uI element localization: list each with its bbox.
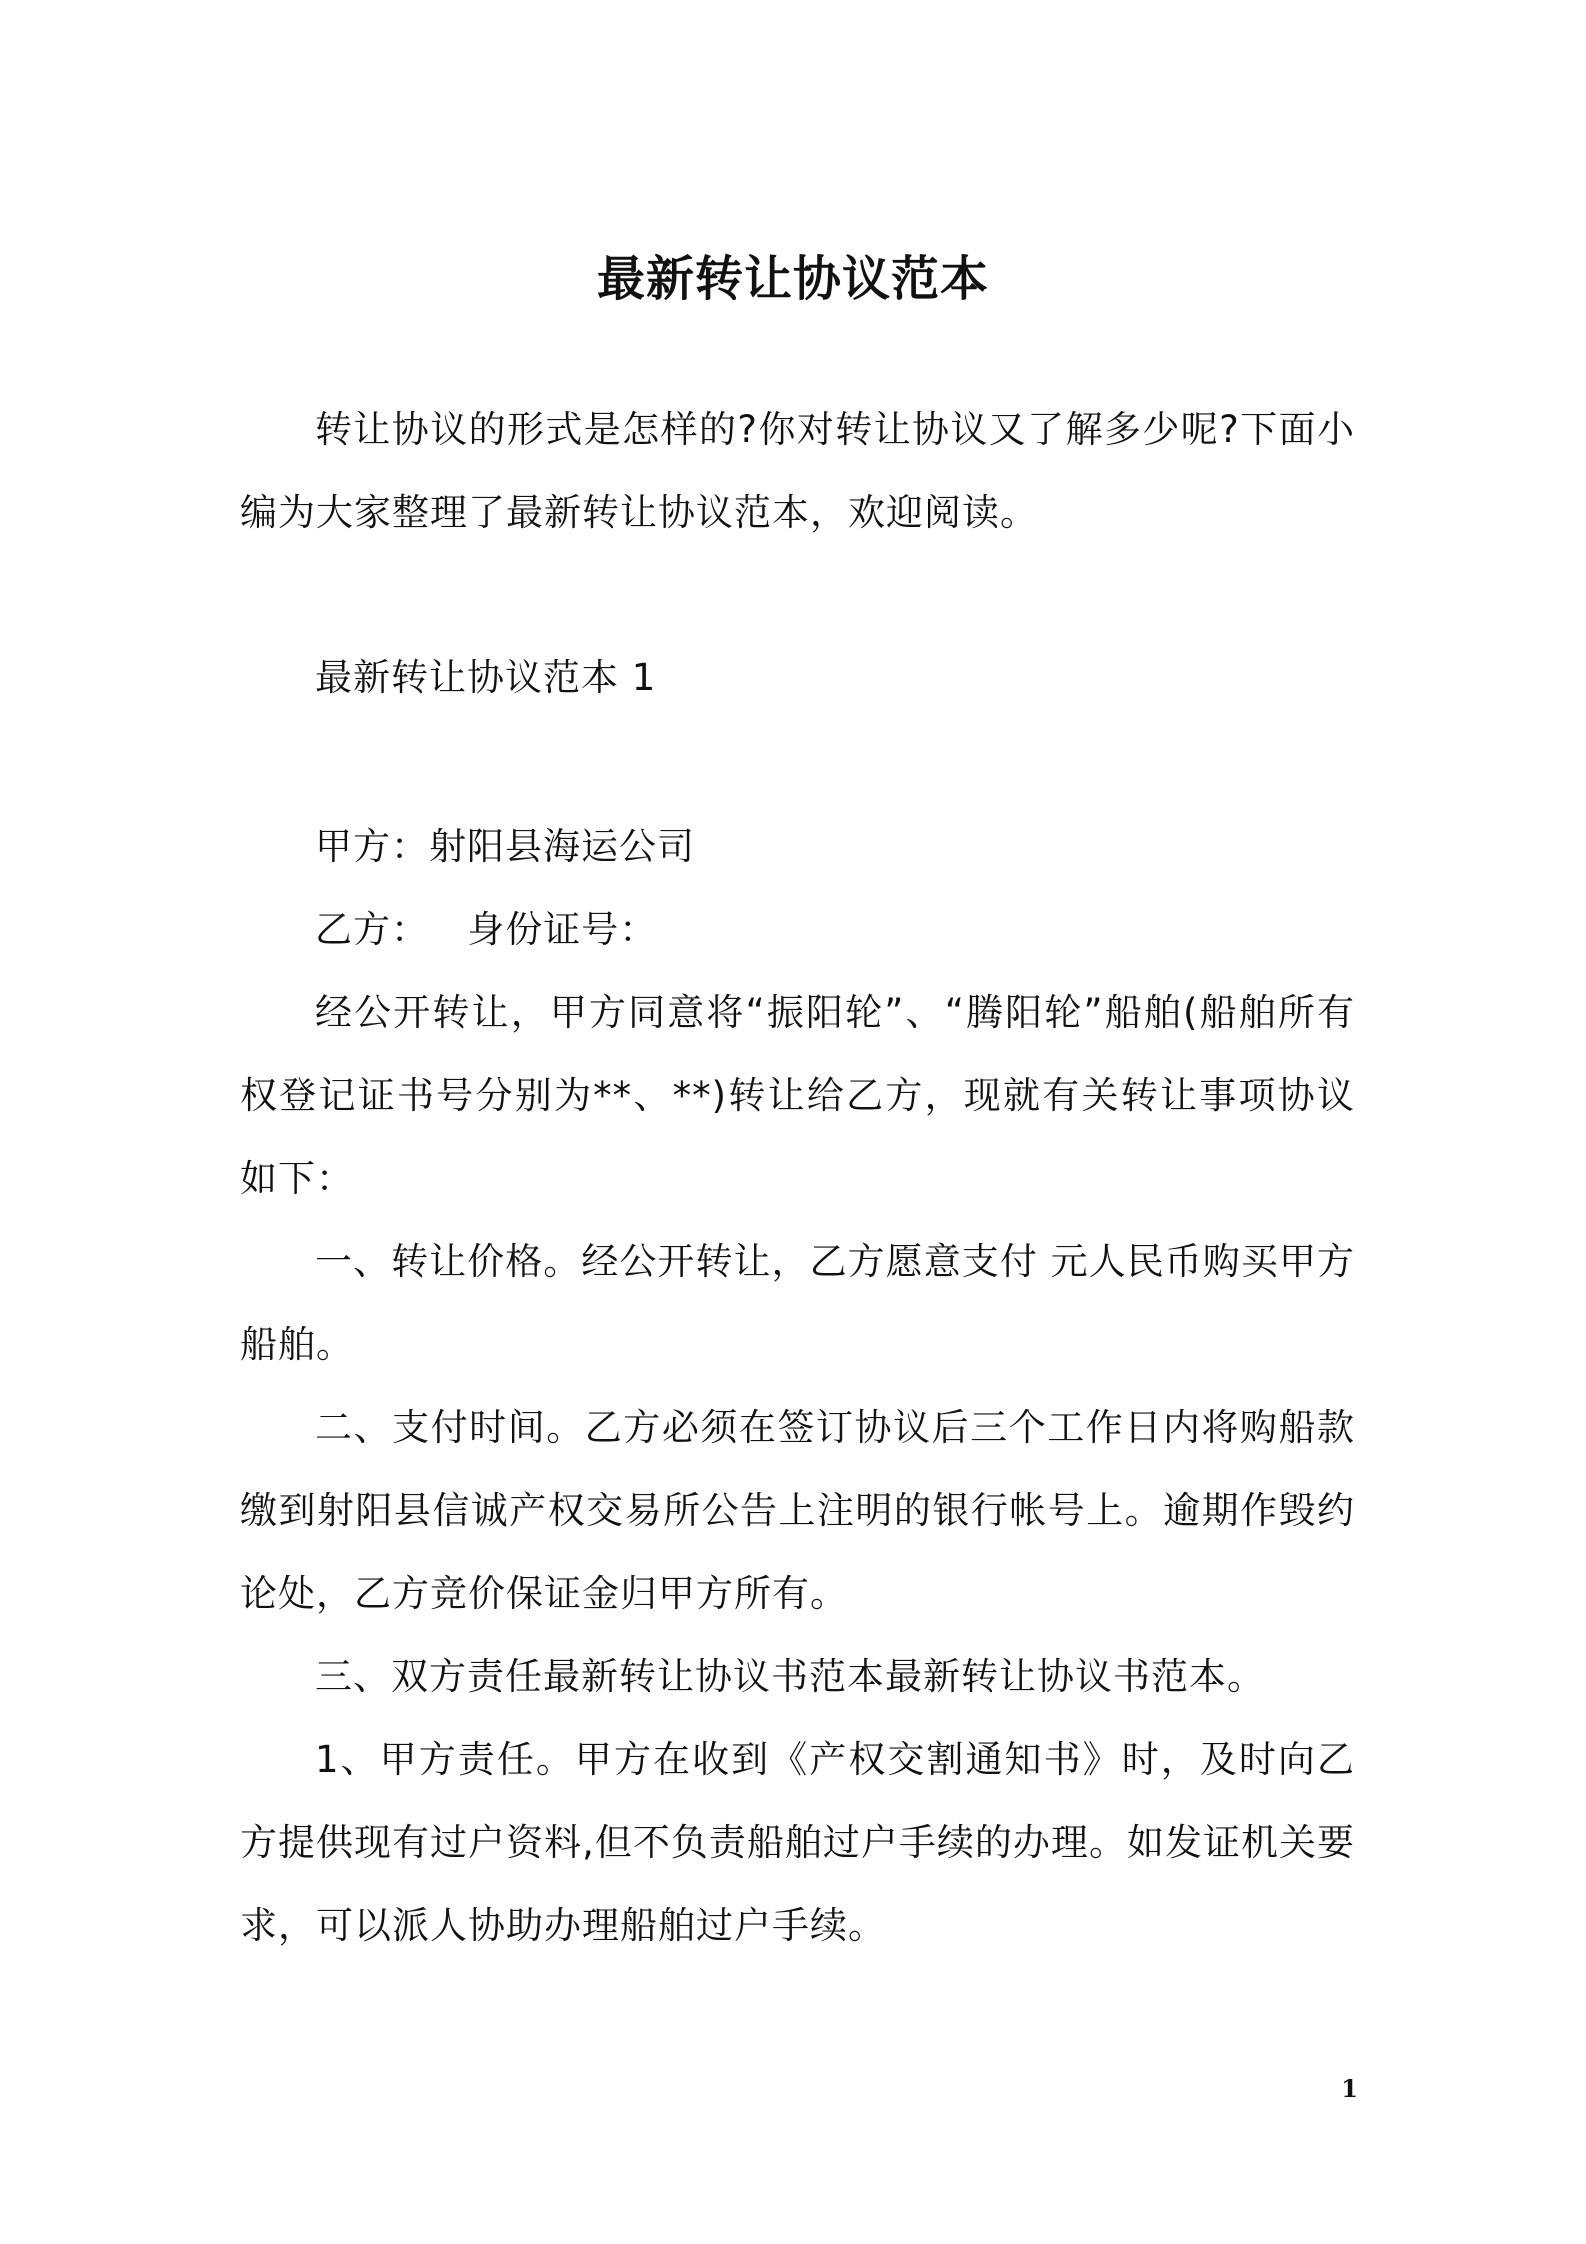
agreement-paragraph: 1、甲方责任。甲方在收到《产权交割通知书》时，及时向乙方提供现有过户资料,但不负责船舶过户手续的办理。如发证机关要求，可以派人协助办理船舶过户手续。: [240, 1738, 1355, 1947]
agreement-paragraph: 三、双方责任最新转让协议书范本最新转让协议书范本。: [315, 1655, 1265, 1698]
agreement-paragraph: 经公开转让，甲方同意将“振阳轮”、“腾阳轮”船舶(船舶所有权登记证书号分别为**、**)转让给乙方，现就有关转让事项协议如下：: [240, 991, 1355, 1200]
agreement-paragraph: 二、支付时间。乙方必须在签订协议后三个工作日内将购船款缴到射阳县信诚产权交易所公告上注明的银行帐号上。逾期作毁约论处，乙方竞价保证金归甲方所有。: [240, 1406, 1355, 1615]
intro-paragraph: 转让协议的形式是怎样的?你对转让协议又了解多少呢?下面小编为大家整理了最新转让协议范本，欢迎阅读。: [240, 408, 1355, 534]
page-number: 1: [1341, 2074, 1358, 2103]
party-a-line: 甲方：射阳县海运公司: [315, 825, 695, 868]
document-title: 最新转让协议范本: [596, 251, 989, 308]
party-b-line: 乙方： 身份证号：: [315, 908, 658, 951]
agreement-body: [240, 805, 1355, 1967]
agreement-paragraph: 一、转让价格。经公开转让，乙方愿意支付 元人民币购买甲方船舶。: [240, 1240, 1355, 1366]
intro-block: [240, 388, 1355, 554]
section-heading: 最新转让协议范本 1: [315, 656, 657, 699]
section-block: [240, 636, 1355, 719]
